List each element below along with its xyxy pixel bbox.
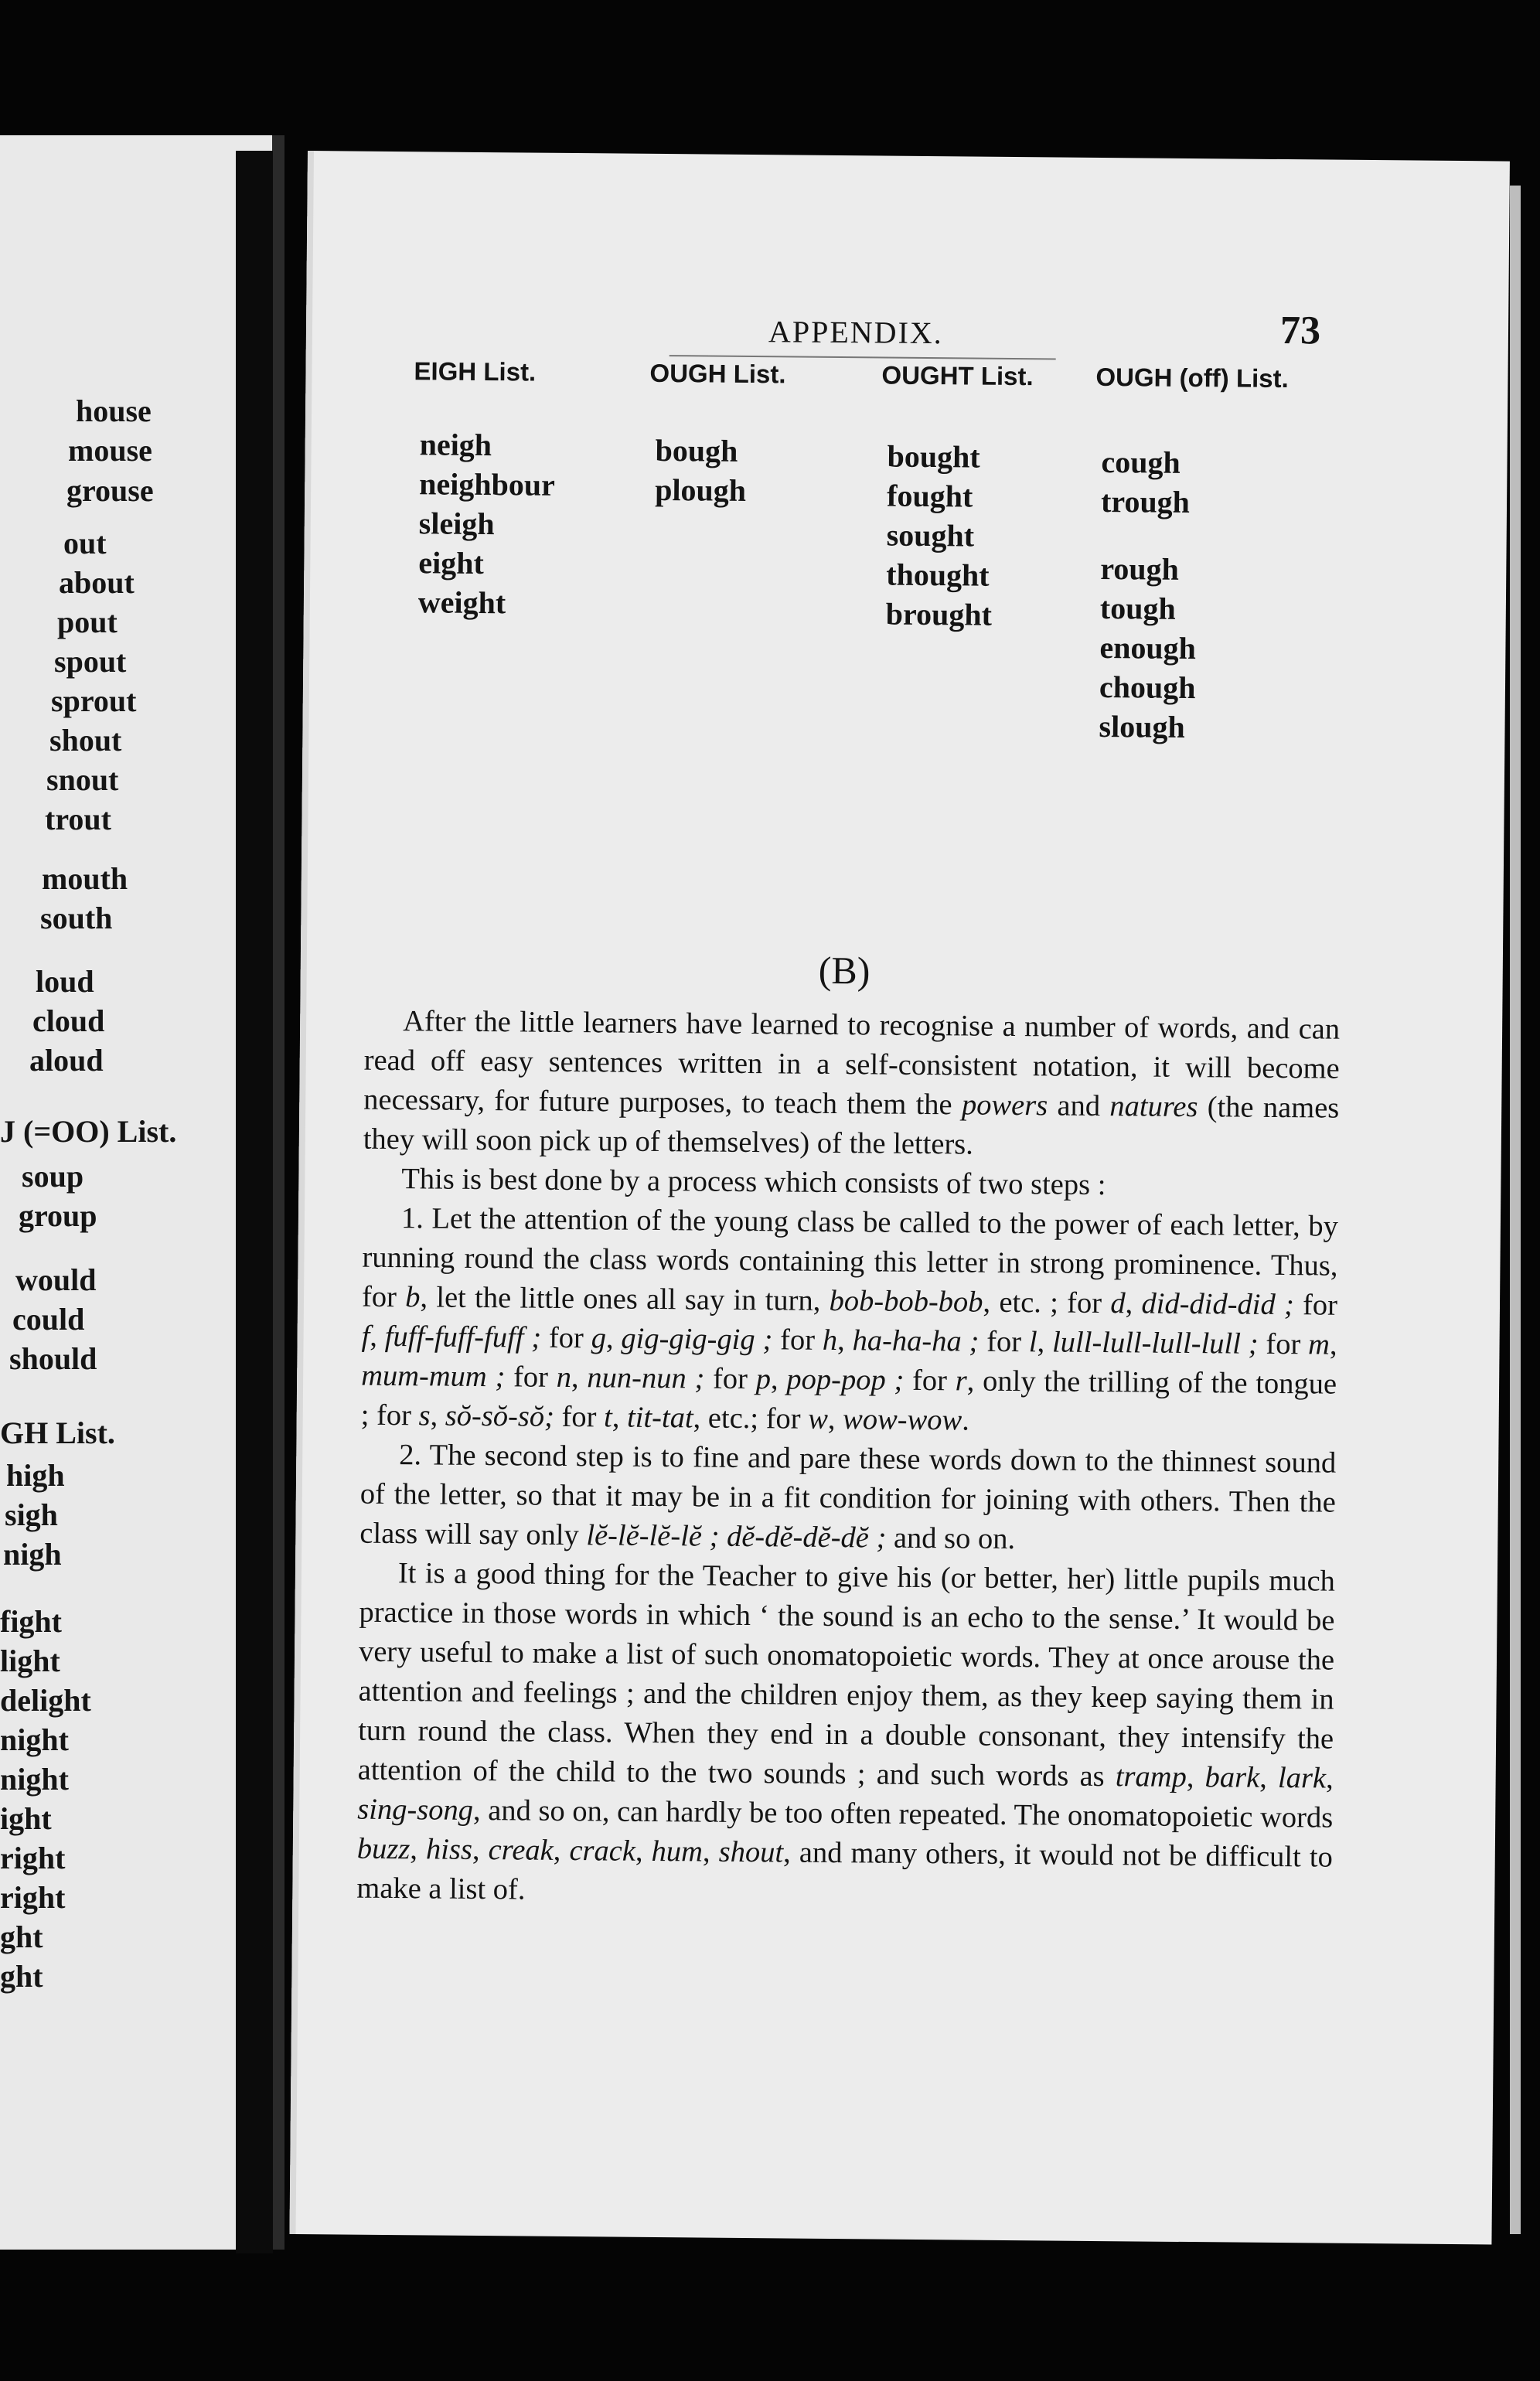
left-page-word: pout: [57, 605, 118, 639]
left-page-word: light: [0, 1644, 60, 1678]
left-page-word: mouth: [42, 861, 128, 896]
left-page-word: snout: [46, 762, 119, 797]
left-page-word: night: [0, 1762, 69, 1797]
paragraph: 1. Let the attention of the young class be called to the power of each letter, by running round the class words containing this letter in strong prominence. Thus, for b, let the little ones all say in turn, bob-bob-bob, etc. ; for d, did-did-did ; for f, fuff-fuff-fuff ; for g, gig-gig-gig ; for h, ha-ha-ha ; for l, lull-lull-lull-lull ; for m, mum-mum ; for n, nun-nun ; for p, pop-pop ; for r, only the trilling of the tongue ; for s, sŏ-sŏ-sŏ; for t, tit-tat, etc.; for w, wow-wow.: [360, 1202, 1339, 1437]
left-page-word: right: [0, 1880, 66, 1915]
left-page-word: J (=OO) List.: [0, 1114, 177, 1149]
left-page-word: high: [6, 1458, 65, 1493]
list-word: trough: [1100, 483, 1191, 519]
list-word: enough: [1099, 629, 1197, 666]
left-page-word: house: [76, 393, 152, 428]
left-page-word: out: [63, 526, 107, 560]
left-page-word: about: [59, 565, 135, 600]
list-word: sleigh: [418, 506, 495, 542]
left-page-word: cloud: [32, 1003, 105, 1038]
left-page-word: GH List.: [0, 1415, 115, 1450]
left-page-word: could: [12, 1302, 85, 1337]
left-page-word: sprout: [51, 683, 137, 718]
left-page-word: group: [19, 1198, 97, 1233]
section-mark: (B): [818, 948, 871, 993]
list-word: tough: [1099, 590, 1176, 626]
list-word: brought: [885, 596, 993, 632]
list-word: thought: [886, 557, 990, 593]
left-page-word: ight: [0, 1801, 52, 1836]
page-edge: [1510, 186, 1521, 2234]
left-page-word: nigh: [3, 1537, 62, 1572]
left-page-word: fight: [0, 1604, 62, 1639]
left-page-word: ght: [0, 1959, 43, 1994]
list-word: chough: [1099, 669, 1196, 706]
paragraph: 2. The second step is to fine and pare these words down to the thinnest sound of the letter, so that it may be in a fit condition for joining with others. Then the class will say only lĕ-lĕ-lĕ-lĕ ; dĕ-dĕ-dĕ-dĕ ; and so on.: [359, 1439, 1337, 1556]
list-heading: OUGH (off) List.: [1095, 362, 1289, 393]
list-word: fought: [886, 478, 973, 514]
list-word: bought: [887, 438, 980, 475]
left-page-word: would: [15, 1262, 97, 1297]
page-number: 73: [1279, 308, 1321, 353]
list-word: cough: [1101, 444, 1181, 480]
left-page-word: should: [9, 1341, 97, 1376]
list-word: eight: [418, 545, 484, 581]
left-page-word: soup: [22, 1159, 84, 1194]
paragraph: This is best done by a process which consists of two steps :: [401, 1163, 1106, 1202]
left-page-word: loud: [36, 964, 94, 999]
left-page-word: trout: [45, 802, 111, 836]
list-word: sought: [886, 517, 975, 554]
left-page-word: spout: [54, 644, 127, 679]
left-page-word: mouse: [68, 433, 152, 468]
left-page-word: sigh: [5, 1497, 58, 1532]
list-word: weight: [417, 584, 506, 621]
list-heading: OUGH List.: [649, 358, 786, 389]
book-spine: [236, 151, 273, 2253]
left-page-word: aloud: [29, 1043, 104, 1078]
left-page-word: grouse: [66, 473, 154, 508]
paragraph: After the little learners have learned to recognise a number of words, and can read off easy sentences written in a self-consistent notation, it will become necessary, for future purposes, to teach them the powers and natures (the names they will soon pick up of themselves) of the letters.: [363, 1005, 1341, 1161]
list-heading: EIGH List.: [414, 356, 537, 387]
left-page-word: ght: [0, 1919, 43, 1954]
list-word: neighbour: [419, 466, 556, 502]
list-word: plough: [654, 472, 747, 508]
list-word: bough: [655, 432, 738, 468]
list-word: slough: [1099, 708, 1185, 744]
list-word: neigh: [419, 427, 492, 463]
list-heading: OUGHT List.: [881, 360, 1034, 391]
list-word: rough: [1100, 550, 1180, 587]
left-page-word: shout: [49, 723, 122, 758]
body-text: [356, 1002, 1340, 1917]
left-page-word: night: [0, 1722, 69, 1757]
paragraph: It is a good thing for the Teacher to give his (or better, her) little pupils much practice in those words in which ‘ the sound is an echo to the sense.’ It would be very useful to make a list of such onomatopoietic words. They at once arouse the attention and feelings ; and the children enjoy them, as they keep saying them in turn round the class. When they end in a double consonant, they intensify the attention of the child to the two sounds ; and such words as tramp, bark, lark, sing-song, and so on, can hardly be too often repeated. The onomatopoietic words buzz, hiss, creak, crack, hum, shout, and many others, it would not be difficult to make a list of.: [356, 1557, 1336, 1906]
right-page: [289, 151, 1509, 2244]
left-page-word: delight: [0, 1683, 91, 1718]
left-page-word: south: [40, 901, 113, 935]
left-page-word: right: [0, 1841, 66, 1875]
running-head: APPENDIX.: [768, 314, 943, 351]
